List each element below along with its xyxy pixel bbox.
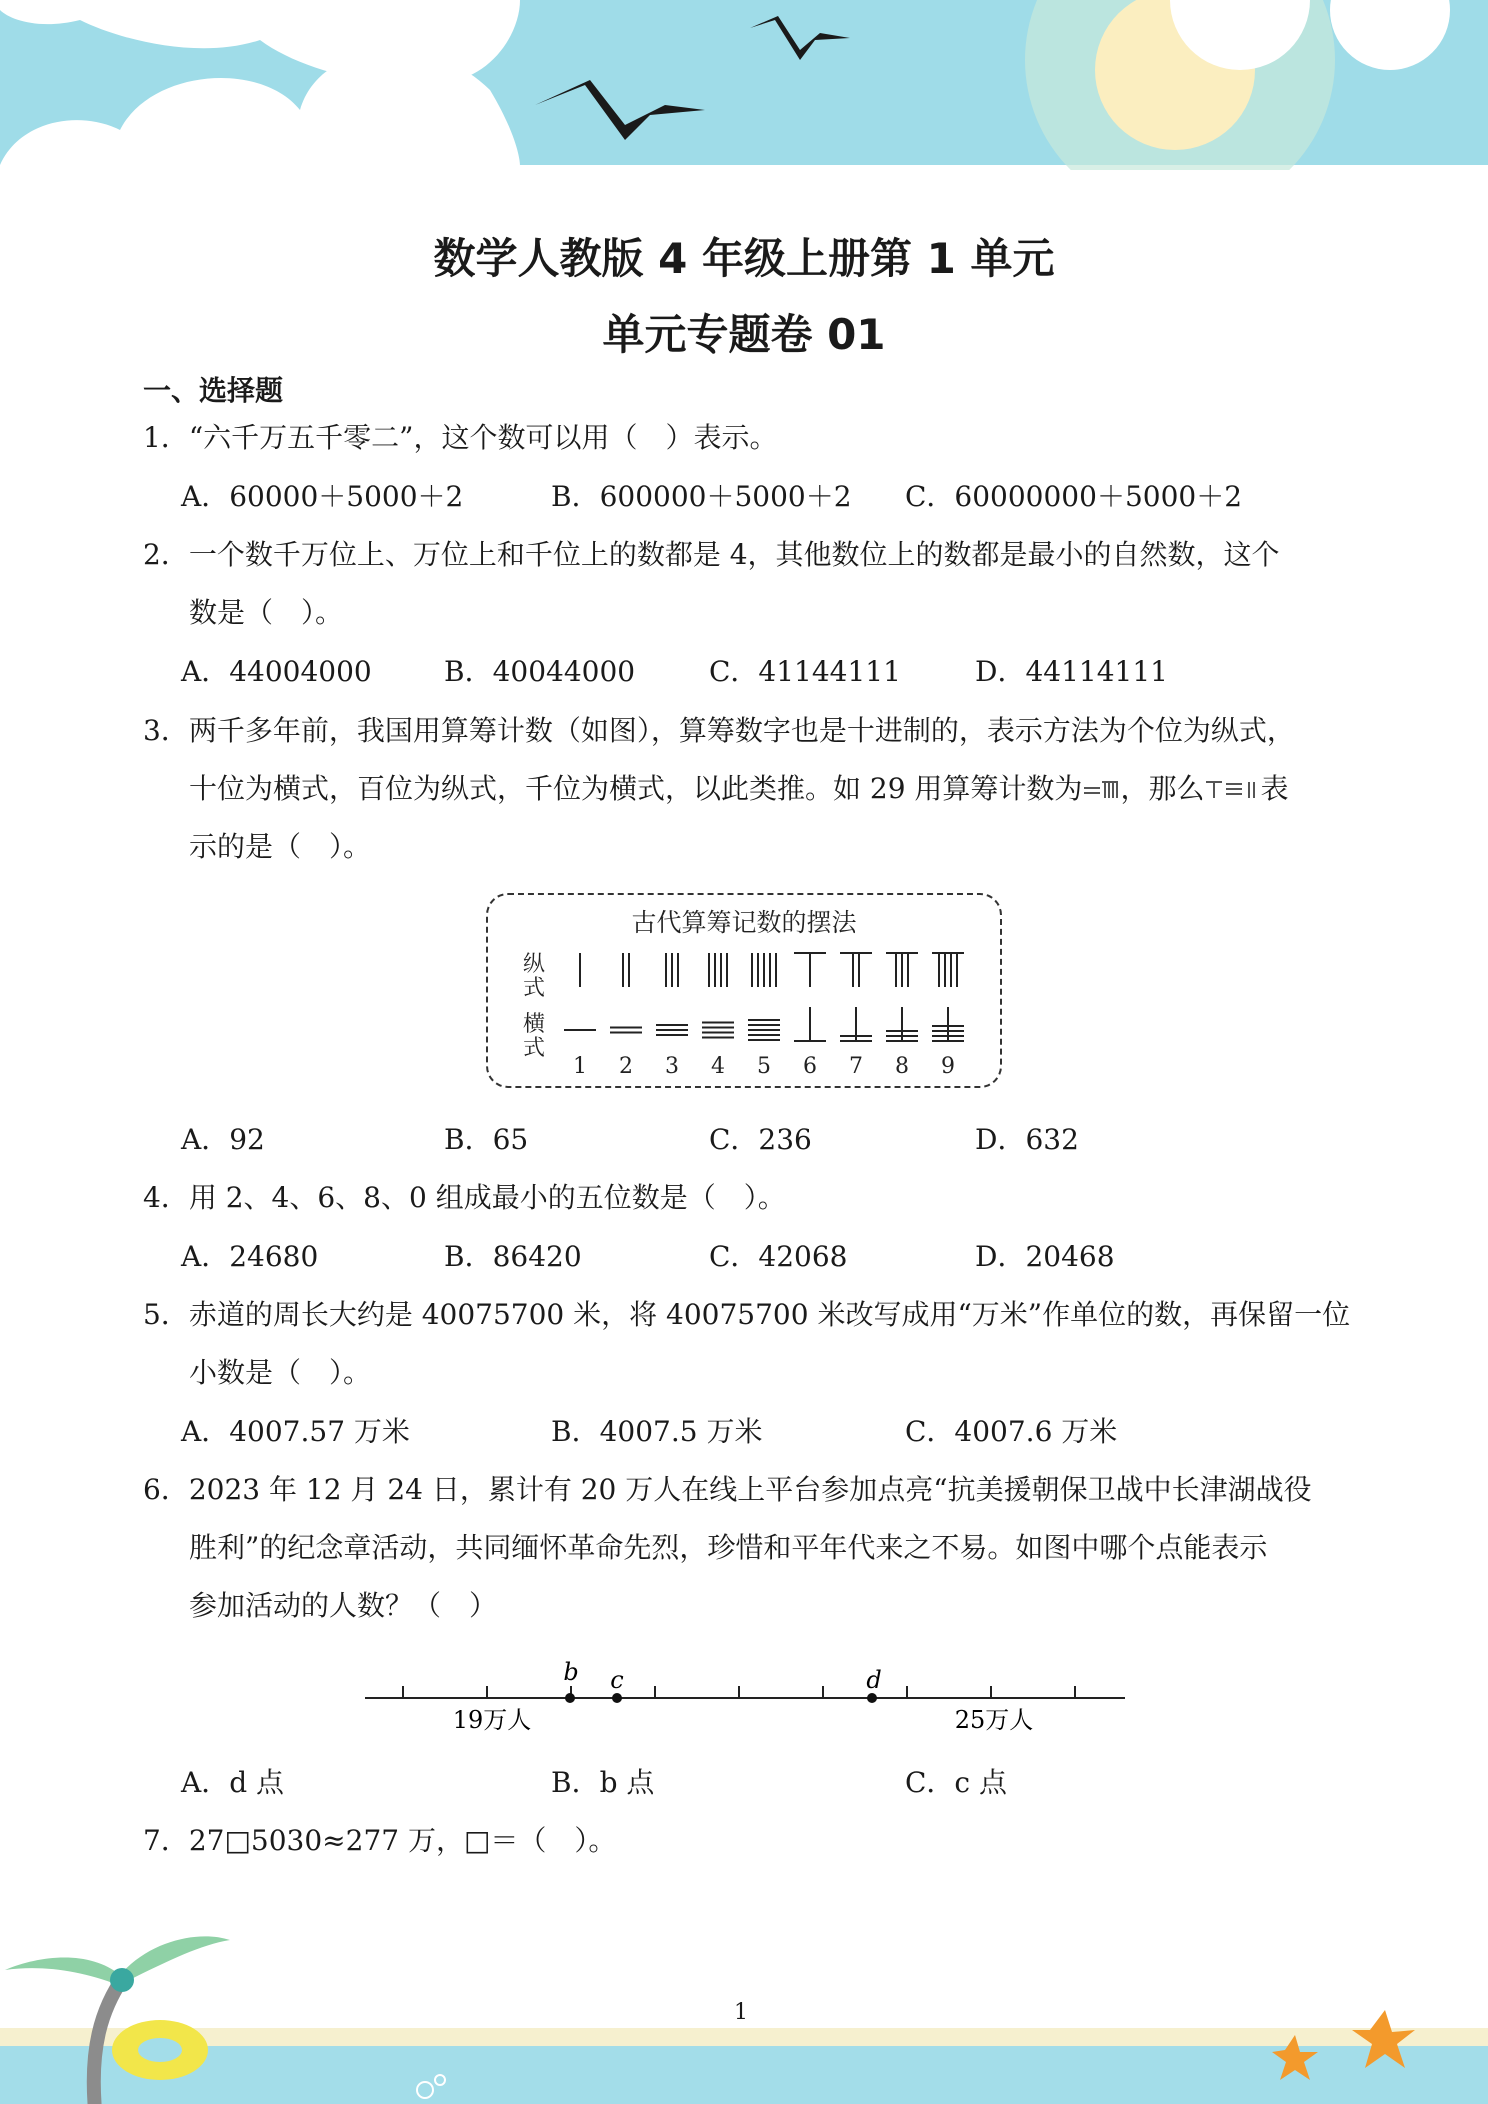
rod-digit-row	[573, 1054, 955, 1079]
rod-vertical-row	[580, 953, 964, 987]
rod-numeral-query-icon	[1204, 774, 1260, 802]
rod-digit-9: 9	[941, 1054, 955, 1079]
question-5: 5．赤道的周长大约是 40075700 米，将 40075700 米改写成用“万米”作单位的数，再保留一位	[143, 1298, 1351, 1331]
question-6-cont: 胜利”的纪念章活动，共同缅怀革命先烈，珍惜和平年代来之不易。如图中哪个点能表示	[189, 1531, 1268, 1564]
question-7: 7．27□5030≈277 万，□＝（ ）。	[143, 1824, 617, 1857]
rod-row1-label-2: 式	[522, 976, 546, 1001]
q2-option-b: B．40044000	[444, 655, 636, 688]
rod-row2-label-1: 横	[522, 1012, 546, 1037]
question-3: 3．两千多年前，我国用算筹计数（如图），算筹数字也是十进制的，表示方法为个位为纵式，	[143, 714, 1295, 747]
point-c-label: c	[610, 1666, 624, 1694]
point-b-label: b	[563, 1658, 579, 1686]
q3-option-a: A．92	[181, 1123, 265, 1156]
question-2-cont: 数是（ ）。	[189, 596, 344, 629]
rod-digit-6: 6	[803, 1054, 817, 1079]
q1-option-b: B．600000＋5000＋2	[551, 480, 852, 513]
question-1: 1．“六千万五千零二”，这个数可以用（ ）表示。	[143, 421, 778, 454]
point-c	[612, 1693, 622, 1703]
q6-option-c: C．c 点	[905, 1766, 1008, 1799]
q1-option-a: A．60000＋5000＋2	[181, 480, 464, 513]
point-b	[565, 1693, 575, 1703]
rod-numeral-figure	[486, 893, 1002, 1088]
question-5-cont: 小数是（ ）。	[189, 1356, 372, 1389]
q2-option-a: A．44004000	[181, 655, 372, 688]
q4-option-a: A．24680	[181, 1240, 319, 1273]
question-4: 4．用 2、4、6、8、0 组成最小的五位数是（ ）。	[143, 1181, 786, 1214]
point-d-label: d	[866, 1666, 882, 1694]
page-number: 1	[734, 2000, 748, 2025]
q6-option-b: B．b 点	[551, 1766, 655, 1799]
question-6-cont2: 参加活动的人数？（ ）	[189, 1589, 498, 1622]
section-heading: 一、选择题	[143, 374, 284, 407]
rod-row2-label-2: 式	[522, 1036, 546, 1061]
page-subtitle: 单元专题卷 01	[602, 310, 886, 359]
q4-option-b: B．86420	[444, 1240, 582, 1273]
rod-digit-1: 1	[573, 1054, 587, 1079]
question-3-cont2: 示的是（ ）。	[189, 830, 372, 863]
rod-digit-5: 5	[757, 1054, 771, 1079]
q1-option-c: C．60000000＋5000＋2	[905, 480, 1243, 513]
rod-numeral-table	[488, 895, 1000, 1086]
q2-option-c: C．41144111	[709, 655, 901, 688]
label-19: 19万人	[452, 1706, 532, 1734]
q4-option-d: D．20468	[975, 1240, 1115, 1273]
q6-option-a: A．d 点	[181, 1766, 285, 1799]
header-sky-decoration	[0, 0, 1488, 170]
q3-option-c: C．236	[709, 1123, 812, 1156]
q5-option-b: B．4007.5 万米	[551, 1415, 763, 1448]
rod-figure-title: 古代算筹记数的摆法	[631, 908, 857, 937]
label-25: 25万人	[954, 1706, 1034, 1734]
q5-option-c: C．4007.6 万米	[905, 1415, 1118, 1448]
question-2: 2．一个数千万位上、万位上和千位上的数都是 4，其他数位上的数都是最小的自然数，这个	[143, 538, 1280, 571]
q4-option-c: C．42068	[709, 1240, 848, 1273]
point-d	[867, 1693, 877, 1703]
number-line-ticks	[403, 1686, 1075, 1698]
rod-digit-4: 4	[711, 1054, 725, 1079]
q3-option-b: B．65	[444, 1123, 529, 1156]
rod-digit-7: 7	[849, 1054, 863, 1079]
rod-numeral-29-icon	[1082, 774, 1120, 802]
page-title: 数学人教版 4 年级上册第 1 单元	[433, 234, 1055, 283]
question-6: 6．2023 年 12 月 24 日，累计有 20 万人在线上平台参加点亮“抗美援朝保卫战中长津湖战役	[143, 1473, 1312, 1506]
q2-option-d: D．44114111	[975, 655, 1168, 688]
rod-digit-8: 8	[895, 1054, 909, 1079]
rod-digit-2: 2	[619, 1054, 633, 1079]
rod-digit-3: 3	[665, 1054, 679, 1079]
rod-row1-label-1: 纵	[522, 952, 546, 977]
rod-horizontal-row	[564, 1007, 964, 1041]
question-3-cont: 十位为横式，百位为纵式，千位为横式，以此类推。如 29 用算筹计数为 ，那么 表	[189, 772, 1289, 805]
q3-option-d: D．632	[975, 1123, 1079, 1156]
number-line-figure	[360, 1650, 1130, 1735]
q5-option-a: A．4007.57 万米	[181, 1415, 410, 1448]
